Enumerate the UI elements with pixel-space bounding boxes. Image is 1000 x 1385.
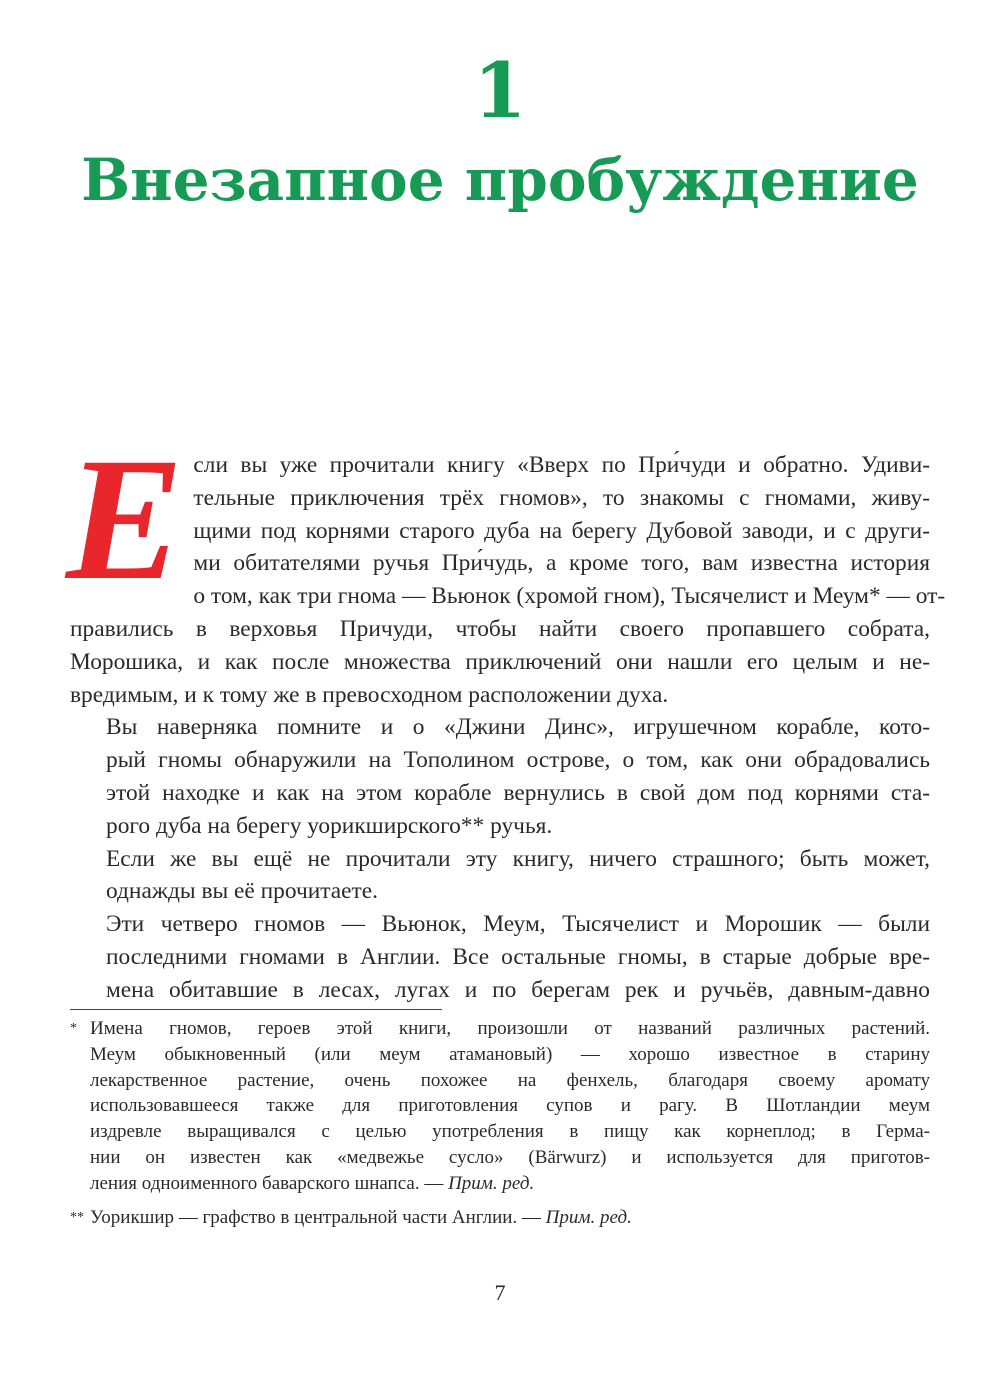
- footnote-line: Имена гномов, героев этой книги, произошли от названий различных растений.: [90, 1018, 930, 1039]
- paragraph-4: [70, 908, 930, 1006]
- footnote-2: [70, 1205, 930, 1231]
- editor-note: Прим. ред.: [448, 1172, 535, 1194]
- footnote-1: [70, 1016, 930, 1197]
- text-line: последними гномами в Англии. Все остальные гномы, в старые добрые вре-: [106, 943, 930, 970]
- text-line: вредимым, и к тому же в превосходном расположении духа.: [70, 681, 669, 708]
- text-line: Вы наверняка помните и о «Джини Динс», игрушечном корабле, кото-: [106, 714, 930, 741]
- text-line: сли вы уже прочитали книгу «Вверх по При́чуди и обратно. Удиви-: [193, 452, 930, 478]
- footnote-line: [90, 1205, 930, 1231]
- footnote-mark: **: [70, 1209, 84, 1225]
- text-line: рый гномы обнаружили на Тополином острове, о том, как они обрадовались: [106, 747, 930, 774]
- paragraph-1: [66, 422, 946, 711]
- text-line: Эти четверо гномов — Вьюнок, Меум, Тысячелист и Морошик — были: [106, 911, 930, 938]
- text-line: рого дуба на берегу уорикширского** ручья.: [106, 812, 553, 839]
- text-line: этой находке и как на этом корабле вернулись в свой дом под корнями ста-: [106, 779, 930, 806]
- text-line: Если же вы ещё не прочитали эту книгу, ничего страшного; быть может,: [106, 845, 930, 872]
- footnote-line: Меум обыкновенный (или меум атамановый) — хорошо известное в старину: [90, 1043, 930, 1065]
- text-line: мена обитавшие в лесах, лугах и по берегам рек и ручьёв, давным-давно: [106, 976, 930, 1003]
- footnote-mark: *: [70, 1021, 77, 1036]
- footnote-text: Уорикшир — графство в центральной части Англии. —: [90, 1206, 541, 1228]
- footnote-text: ления одноименного баварского шнапса. —: [90, 1172, 444, 1194]
- paragraph-2: [70, 711, 930, 842]
- text-line: ми обитателями ручья При́чудь, а кроме того, вам известна история: [193, 550, 930, 577]
- footnote-line: использовавшееся также для приготовления супов и рагу. В Шотландии меум: [90, 1095, 930, 1117]
- chapter-number: 1: [473, 46, 527, 135]
- editor-note: Прим. ред.: [545, 1206, 632, 1228]
- text-line: правились в верховья Причуди, чтобы найти своего пропавшего собрата,: [70, 615, 930, 642]
- chapter-title: Внезапное пробуждение: [81, 146, 919, 214]
- drop-cap: Е: [66, 422, 184, 617]
- footnote-line: лекарственное растение, очень похожее на фенхель, благодаря своему аромату: [90, 1069, 930, 1091]
- paragraph-3: [70, 843, 930, 909]
- text-line: тельные приключения трёх гномов», то знакомы с гномами, живу-: [193, 484, 930, 511]
- footnote-line: [90, 1171, 930, 1197]
- footnote-divider: [70, 1009, 442, 1010]
- text-line: щими под корнями старого дуба на берегу Дубовой заводи, и с други-: [193, 517, 930, 544]
- footnote-line: нии он известен как «медвежье сусло» (Bärwurz) и используется для приготов-: [90, 1146, 930, 1168]
- body-text: [66, 422, 946, 1007]
- page-number: 7: [494, 1280, 506, 1305]
- text-line: Морошика, и как после множества приключений они нашли его целым и не-: [70, 648, 930, 675]
- footnotes: [70, 1016, 930, 1238]
- text-line: о том, как три гнома — Вьюнок (хромой гном), Тысячелист и Меум* — от-: [193, 583, 946, 610]
- footnote-line: издревле выращивался с целью употребления в пищу как корнеплод; в Герма-: [90, 1121, 930, 1143]
- text-line: однажды вы её прочитаете.: [106, 878, 378, 905]
